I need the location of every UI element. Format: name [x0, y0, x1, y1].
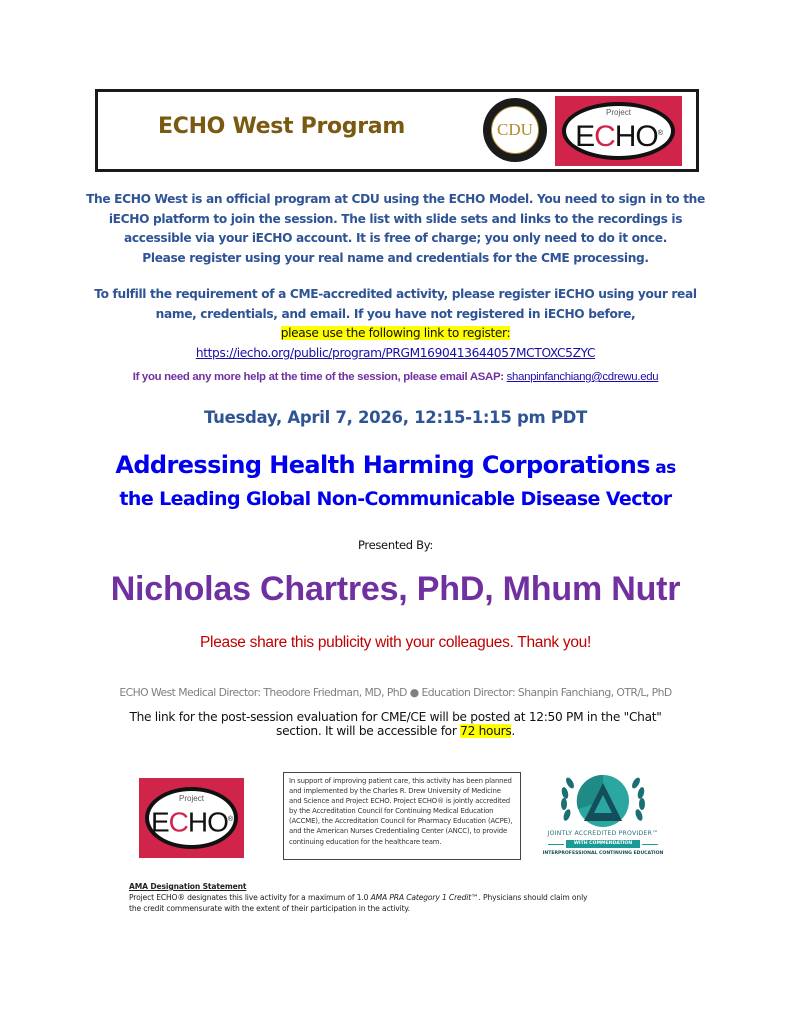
talk-title-main: Addressing Health Harming Corporations — [115, 451, 650, 479]
talk-title-line2: the Leading Global Non-Communicable Disease Vector — [119, 488, 672, 510]
intro-line: accessible via your iECHO account. It is free of charge; you only need to do it once. — [123, 231, 668, 245]
ama-heading: AMA Designation Statement — [129, 882, 247, 891]
session-date-time: Tuesday, April 7, 2026, 12:15-1:15 pm PDT — [204, 408, 587, 427]
register-highlight: please use the following link to register: — [280, 326, 511, 340]
registration-link[interactable]: https://iecho.org/public/program/PRGM1690413644057MCTOXC5ZYC — [195, 345, 596, 360]
registration-paragraph — [0, 285, 791, 363]
presenter-name: Nicholas Chartres, PhD, Mhum Nutr — [110, 570, 681, 608]
intro-line: The ECHO West is an official program at CDU using the ECHO Model. You need to sign in to the — [86, 192, 705, 206]
cdu-logo-text: CDU — [491, 106, 539, 154]
ama-designation-statement: AMA Designation Statement Project ECHO® designates this live activity for a maximum of 1.0 AMA PRA Category 1 Credit™. Physicians should claim only the credit commensurate with the extent of their participation in the activity. — [129, 882, 588, 913]
cdu-logo — [483, 98, 547, 162]
help-line — [0, 371, 791, 383]
program-title: ECHO West Program — [158, 114, 405, 139]
accreditation-statement: In support of improving patient care, this activity has been planned and implemented by the Charles R. Drew University of Medicine and Science and Project ECHO. Project ECHO® is jointly accredited by the Accreditation Council for Continuing Medical Education (ACCME), the Accreditation Council for Pharmacy Education (ACPE), and the American Nurses Credentialing Center (ANCC), to provide continuing education for the healthcare team. — [283, 772, 521, 860]
jointly-accredited-badge: JOINTLY ACCREDITED PROVIDER™ WITH COMMENDATION INTERPROFESSIONAL CONTINUING EDUCATION — [548, 773, 658, 861]
help-email-link[interactable]: shanpinfanchiang@cdrewu.edu — [506, 371, 659, 383]
intro-line: iECHO platform to join the session. The list with slide sets and links to the recordings is — [108, 211, 683, 226]
presented-by-label: Presented By: — [357, 538, 433, 552]
evaluation-note: The link for the post-session evaluation for CME/CE will be posted at 12:50 PM in the "Chat" section. It will be accessible for 72 hours. — [129, 710, 662, 738]
project-echo-footer-logo: Project ECHO® — [139, 778, 244, 858]
help-text: If you need any more help at the time of the session, please email ASAP: — [132, 371, 507, 383]
talk-title: Addressing Health Harming Corporations as the Leading Global Non-Communicable Disease Vector — [0, 448, 791, 513]
share-message: Please share this publicity with your colleagues. Thank you! — [200, 634, 591, 651]
hours-highlight: 72 hours — [460, 724, 512, 738]
registration-line: To fulfill the requirement of a CME-accredited activity, please register iECHO using your real — [94, 287, 697, 301]
registration-line: name, credentials, and email. If you have not registered in iECHO before, — [155, 306, 636, 321]
header-banner — [95, 89, 699, 172]
intro-paragraph — [0, 190, 791, 268]
intro-line: Please register using your real name and credentials for the CME processing. — [142, 250, 649, 265]
echo-logo-oval: Project ECHO® — [562, 102, 675, 160]
project-echo-logo — [555, 96, 682, 166]
echo-logo-word: ECHO® — [575, 120, 662, 153]
directors-line: ECHO West Medical Director: Theodore Friedman, MD, PhD ● Education Director: Shanpin Fanchiang, OTR/L, PhD — [119, 686, 672, 699]
laurel-triangle-icon — [548, 773, 658, 831]
